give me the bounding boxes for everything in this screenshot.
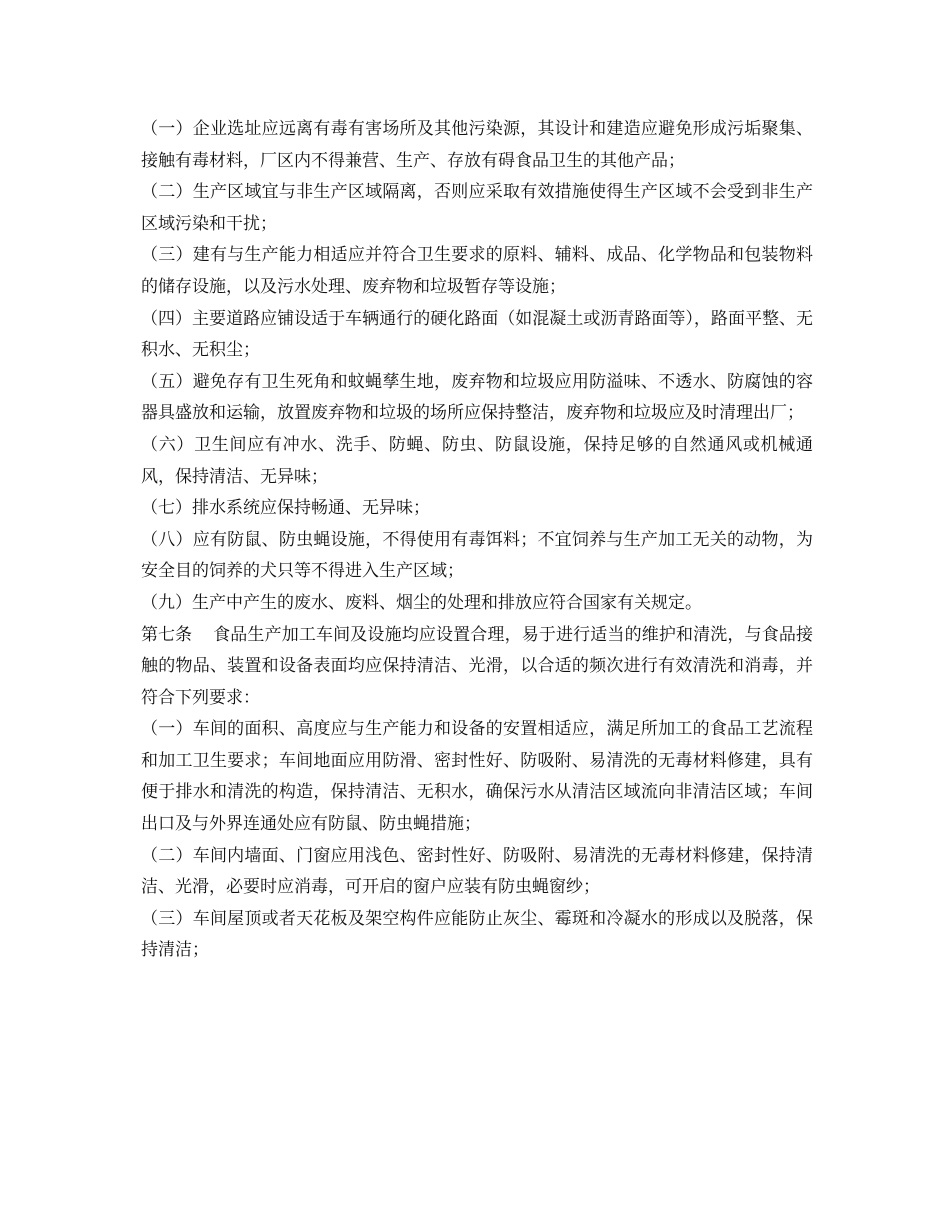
article-7 — [141, 620, 813, 715]
paragraph-2: （二）生产区域宜与非生产区域隔离，否则应采取有效措施使得生产区域不会受到非生产区域污染和干扰； — [141, 182, 813, 234]
paragraph-3: （三）建有与生产能力相适应并符合卫生要求的原料、辅料、成品、化学物品和包装物料的储存设施，以及污水处理、废弃物和垃圾暂存等设施； — [141, 245, 813, 297]
paragraph-6: （六）卫生间应有冲水、洗手、防蝇、防虫、防鼠设施，保持足够的自然通风或机械通风，保持清洁、无异味； — [141, 434, 813, 487]
paragraph-8: （八）应有防鼠、防虫蝇设施，不得使用有毒饵料；不宜饲养与生产加工无关的动物，为安全目的饲养的犬只等不得进入生产区域； — [141, 529, 813, 582]
paragraph-7: （七）排水系统应保持畅通、无异味； — [141, 498, 430, 519]
article-text: 食品生产加工车间及设施均应设置合理，易于进行适当的维护和清洗，与食品接触的物品、装置和设备表面均应保持清洁、光滑，以合适的频次进行有效清洗和消毒，并符合下列要求： — [141, 624, 813, 708]
paragraph-9: （九）生产中产生的废水、废料、烟尘的处理和排放应符合国家有关规定。 — [141, 592, 702, 613]
paragraph-1: （一）企业选址应远离有毒有害场所及其他污染源，其设计和建造应避免形成污垢聚集、接触有毒材料，厂区内不得兼营、生产、存放有碍食品卫生的其他产品； — [141, 119, 813, 171]
article-7-item-3: （三）车间屋顶或者天花板及架空构件应能防止灰尘、霉斑和冷凝水的形成以及脱落，保持清洁； — [141, 908, 813, 961]
article-7-item-2: （二）车间内墙面、门窗应用浅色、密封性好、防吸附、易清洗的无毒材料修建，保持清洁、光滑，必要时应消毒，可开启的窗户应装有防虫蝇窗纱； — [141, 845, 813, 898]
article-number: 第七条 — [141, 624, 192, 645]
paragraph-4: （四）主要道路应铺设适于车辆通行的硬化路面（如混凝土或沥青路面等），路面平整、无积水、无积尘； — [141, 308, 813, 361]
paragraph-5: （五）避免存有卫生死角和蚊蝇孳生地，废弃物和垃圾应用防溢味、不透水、防腐蚀的容器具盛放和运输，放置废弃物和垃圾的场所应保持整洁，废弃物和垃圾应及时清理出厂； — [141, 371, 813, 424]
article-7-item-1: （一）车间的面积、高度应与生产能力和设备的安置相适应，满足所加工的食品工艺流程和加工卫生要求；车间地面应用防滑、密封性好、防吸附、易清洗的无毒材料修建，具有便于排水和清洗的构造，保持清洁、无积水，确保污水从清洁区域流向非清洁区域；车间出口及与外界连通处应有防鼠、防虫蝇措施； — [141, 719, 813, 835]
document-page — [141, 114, 813, 967]
